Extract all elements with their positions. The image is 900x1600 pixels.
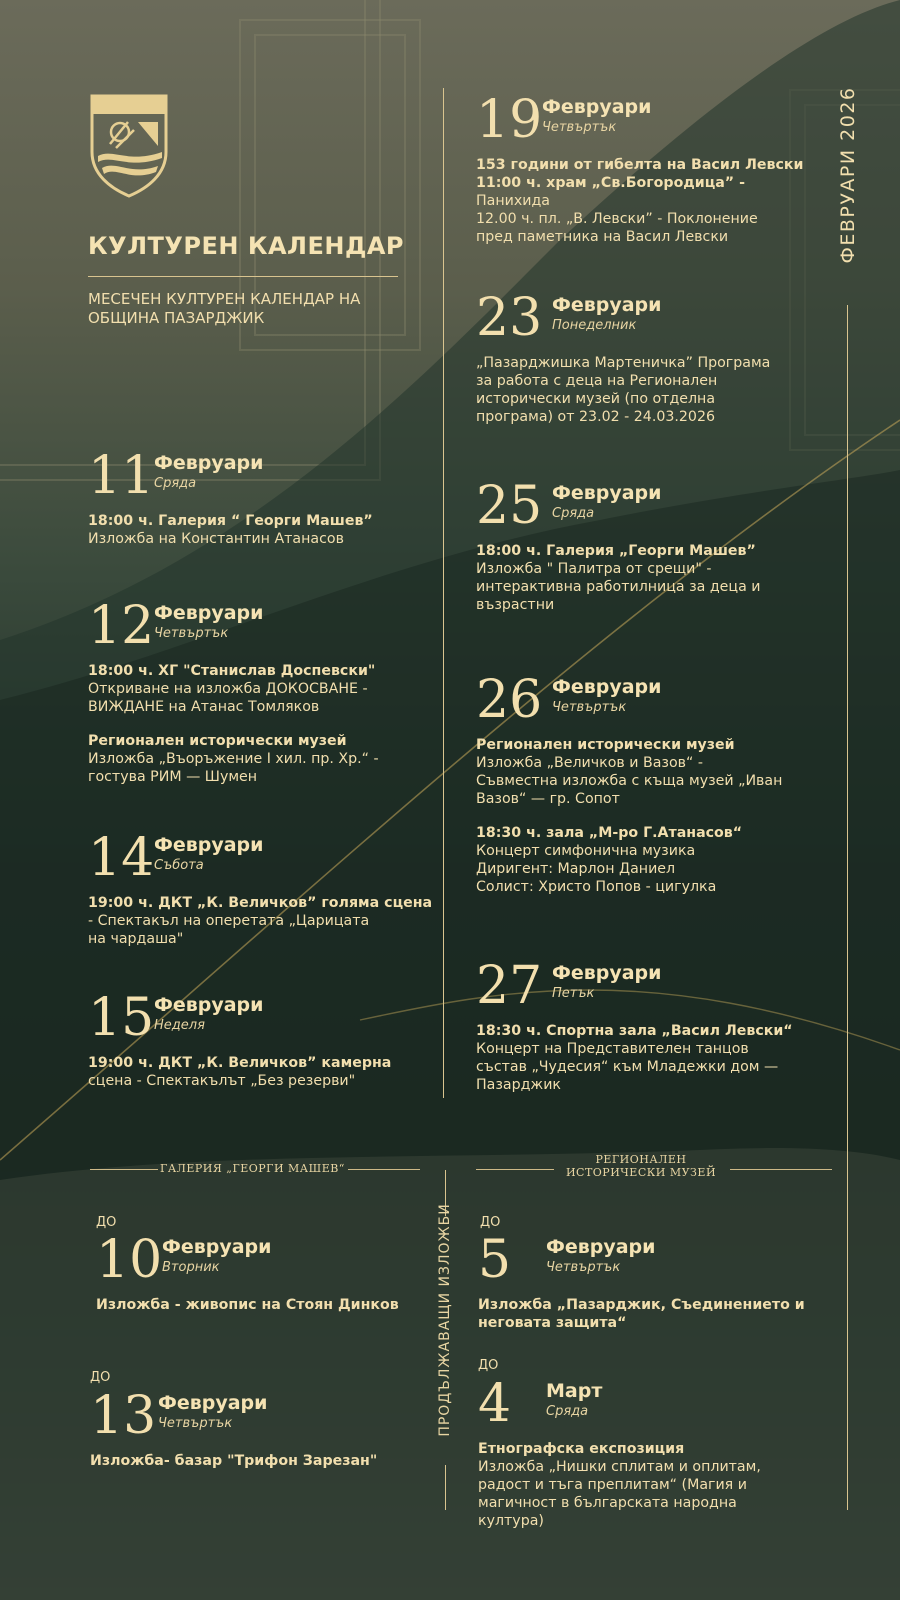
event-line: Изложба „Нишки сплитам и оплитам,: [478, 1459, 761, 1475]
section-label-museum: [556, 1153, 726, 1179]
page-subtitle: [88, 290, 408, 328]
event-line: 19:00 ч. ДКТ „К. Величков” камерна: [88, 1055, 392, 1071]
event-weekday: Неделя: [154, 1018, 205, 1033]
event-day: 10: [96, 1230, 163, 1290]
page-title: КУЛТУРЕН КАЛЕНДАР: [88, 232, 404, 260]
right-divider: [847, 305, 848, 1510]
month-year-label: ФЕВРУАРИ 2026: [837, 86, 859, 264]
event-line: Изложба - живопис на Стоян Динков: [96, 1297, 399, 1313]
event-day: 14: [88, 828, 155, 888]
until-label: ДО: [90, 1370, 111, 1385]
event-line: Пазарджик: [476, 1077, 561, 1093]
event-month: Февруари: [162, 1236, 272, 1258]
ongoing-feb-10: [96, 1232, 436, 1314]
event-line: Изложба " Палитра от срещи" -: [476, 561, 712, 577]
event-weekday: Четвъртък: [546, 1260, 621, 1275]
event-line: Панихида: [476, 193, 550, 209]
event-line: Изложба „Пазарджик, Съединението и: [478, 1297, 805, 1313]
section-label-gallery: ГАЛЕРИЯ „ГЕОРГИ МАШЕВ“: [160, 1162, 345, 1175]
event-feb-12: [88, 598, 428, 786]
event-day: 19: [476, 90, 543, 150]
event-month: Февруари: [552, 676, 662, 698]
event-month: Февруари: [542, 96, 652, 118]
title-divider: [88, 276, 398, 277]
event-line: Изложба на Константин Атанасов: [88, 531, 344, 547]
section-label-line: ИСТОРИЧЕСКИ МУЗЕЙ: [565, 1166, 717, 1179]
event-day: 12: [88, 596, 155, 656]
event-feb-25: [476, 478, 816, 614]
event-line: на чардаша": [88, 931, 184, 947]
event-feb-15: [88, 990, 428, 1090]
ongoing-exhibitions-label: ПРОДЪЛЖАВАЩИ ИЗЛОЖБИ: [437, 1203, 453, 1437]
event-line: възрастни: [476, 597, 555, 613]
subtitle-line: ОБЩИНА ПАЗАРДЖИК: [88, 309, 265, 327]
event-line: „Пазарджишка Мартеничка” Програма: [476, 355, 771, 371]
event-line: 18:30 ч. Спортна зала „Васил Левски“: [476, 1023, 793, 1039]
event-month: Март: [546, 1380, 603, 1402]
event-day: 26: [476, 670, 543, 730]
event-feb-26: [476, 672, 816, 896]
event-line: интерактивна работилница за деца и: [476, 579, 761, 595]
event-month: Февруари: [546, 1236, 656, 1258]
event-month: Февруари: [154, 602, 264, 624]
event-month: Февруари: [552, 294, 662, 316]
event-weekday: Четвъртък: [542, 120, 617, 135]
event-weekday: Четвъртък: [552, 700, 627, 715]
event-line: Откриване на изложба ДОКОСВАНЕ -: [88, 681, 368, 697]
event-month: Февруари: [154, 834, 264, 856]
section-label-line: РЕГИОНАЛЕН: [595, 1153, 687, 1166]
event-line: пред паметника на Васил Левски: [476, 229, 729, 245]
event-weekday: Вторник: [162, 1260, 220, 1275]
event-line: 11:00 ч. храм „Св.Богородица” -: [476, 175, 745, 191]
event-line: гостува РИМ — Шумен: [88, 769, 258, 785]
event-weekday: Събота: [154, 858, 204, 873]
event-day: 5: [478, 1230, 512, 1290]
event-month: Февруари: [158, 1392, 268, 1414]
event-day: 13: [90, 1386, 157, 1446]
event-line: 18:00 ч. ХГ "Станислав Доспевски": [88, 663, 376, 679]
event-line: Регионален исторически музей: [88, 733, 347, 749]
event-weekday: Сряда: [552, 506, 595, 521]
until-label: ДО: [480, 1215, 501, 1230]
ongoing-feb-13: [90, 1388, 430, 1470]
event-day: 15: [88, 988, 155, 1048]
event-line: Изложба- базар "Трифон Зарезан": [90, 1453, 378, 1469]
event-line: Вазов“ — гр. Сопот: [476, 791, 620, 807]
event-line: култура): [478, 1513, 544, 1529]
section-divider: [348, 1169, 420, 1170]
event-month: Февруари: [552, 482, 662, 504]
ongoing-feb-5: [478, 1232, 818, 1332]
event-day: 25: [476, 476, 543, 536]
event-line: неговата защита“: [478, 1315, 627, 1331]
event-line: програма) от 23.02 - 24.03.2026: [476, 409, 715, 425]
pazardzhik-crest-logo: [88, 92, 170, 198]
ongoing-divider: [445, 1465, 446, 1510]
center-divider: [443, 88, 444, 1098]
event-month: Февруари: [154, 452, 264, 474]
event-line: 18:30 ч. зала „М-ро Г.Атанасов“: [476, 825, 743, 841]
section-divider: [90, 1169, 158, 1170]
event-month: Февруари: [154, 994, 264, 1016]
event-line: Регионален исторически музей: [476, 737, 735, 753]
event-line: 153 години от гибелта на Васил Левски: [476, 157, 804, 173]
event-line: магичност в българската народна: [478, 1495, 737, 1511]
event-line: Изложба „Въоръжение I хил. пр. Хр.“ -: [88, 751, 379, 767]
event-line: 19:00 ч. ДКТ „К. Величков” голяма сцена: [88, 895, 433, 911]
event-day: 27: [476, 956, 543, 1016]
event-feb-14: [88, 828, 433, 948]
until-label: ДО: [96, 1215, 117, 1230]
ongoing-mar-4: [478, 1376, 818, 1530]
event-weekday: Понеделник: [552, 318, 637, 333]
event-line: исторически музей (по отделна: [476, 391, 716, 407]
event-line: 18:00 ч. Галерия “ Георги Машев”: [88, 513, 373, 529]
section-divider: [730, 1169, 832, 1170]
event-day: 23: [476, 288, 543, 348]
event-line: 12.00 ч. пл. „В. Левски” - Поклонение: [476, 211, 758, 227]
event-line: Диригент: Марлон Даниел: [476, 861, 676, 877]
event-line: сцена - Спектакълът „Без резерви": [88, 1073, 356, 1089]
event-line: Съвместна изложба с къща музей „Иван: [476, 773, 783, 789]
event-line: Концерт симфонична музика: [476, 843, 696, 859]
event-feb-11: [88, 448, 428, 548]
event-line: ВИЖДАНЕ на Атанас Томляков: [88, 699, 320, 715]
event-weekday: Четвъртък: [158, 1416, 233, 1431]
event-line: Етнографска експозиция: [478, 1441, 685, 1457]
subtitle-line: МЕСЕЧЕН КУЛТУРЕН КАЛЕНДАР НА: [88, 290, 361, 308]
event-day: 4: [478, 1374, 512, 1434]
event-weekday: Сряда: [546, 1404, 589, 1419]
section-divider: [476, 1169, 554, 1170]
event-weekday: Четвъртък: [154, 626, 229, 641]
event-line: Концерт на Представителен танцов: [476, 1041, 749, 1057]
event-weekday: Сряда: [154, 476, 197, 491]
event-line: състав „Чудесия“ към Младежки дом —: [476, 1059, 779, 1075]
event-day: 11: [88, 446, 155, 506]
until-label: ДО: [478, 1358, 499, 1373]
event-feb-23: [476, 290, 816, 426]
event-line: Солист: Христо Попов - цигулка: [476, 879, 717, 895]
event-feb-27: [476, 958, 816, 1094]
event-line: Изложба „Величков и Вазов“ -: [476, 755, 703, 771]
event-line: радост и тъга преплитам“ (Магия и: [478, 1477, 747, 1493]
event-month: Февруари: [552, 962, 662, 984]
event-line: - Спектакъл на оперетата „Царицата: [88, 913, 370, 929]
event-weekday: Петък: [552, 986, 595, 1001]
event-feb-19: [476, 92, 816, 246]
event-line: за работа с деца на Регионален: [476, 373, 718, 389]
event-line: 18:00 ч. Галерия „Георги Машев”: [476, 543, 756, 559]
